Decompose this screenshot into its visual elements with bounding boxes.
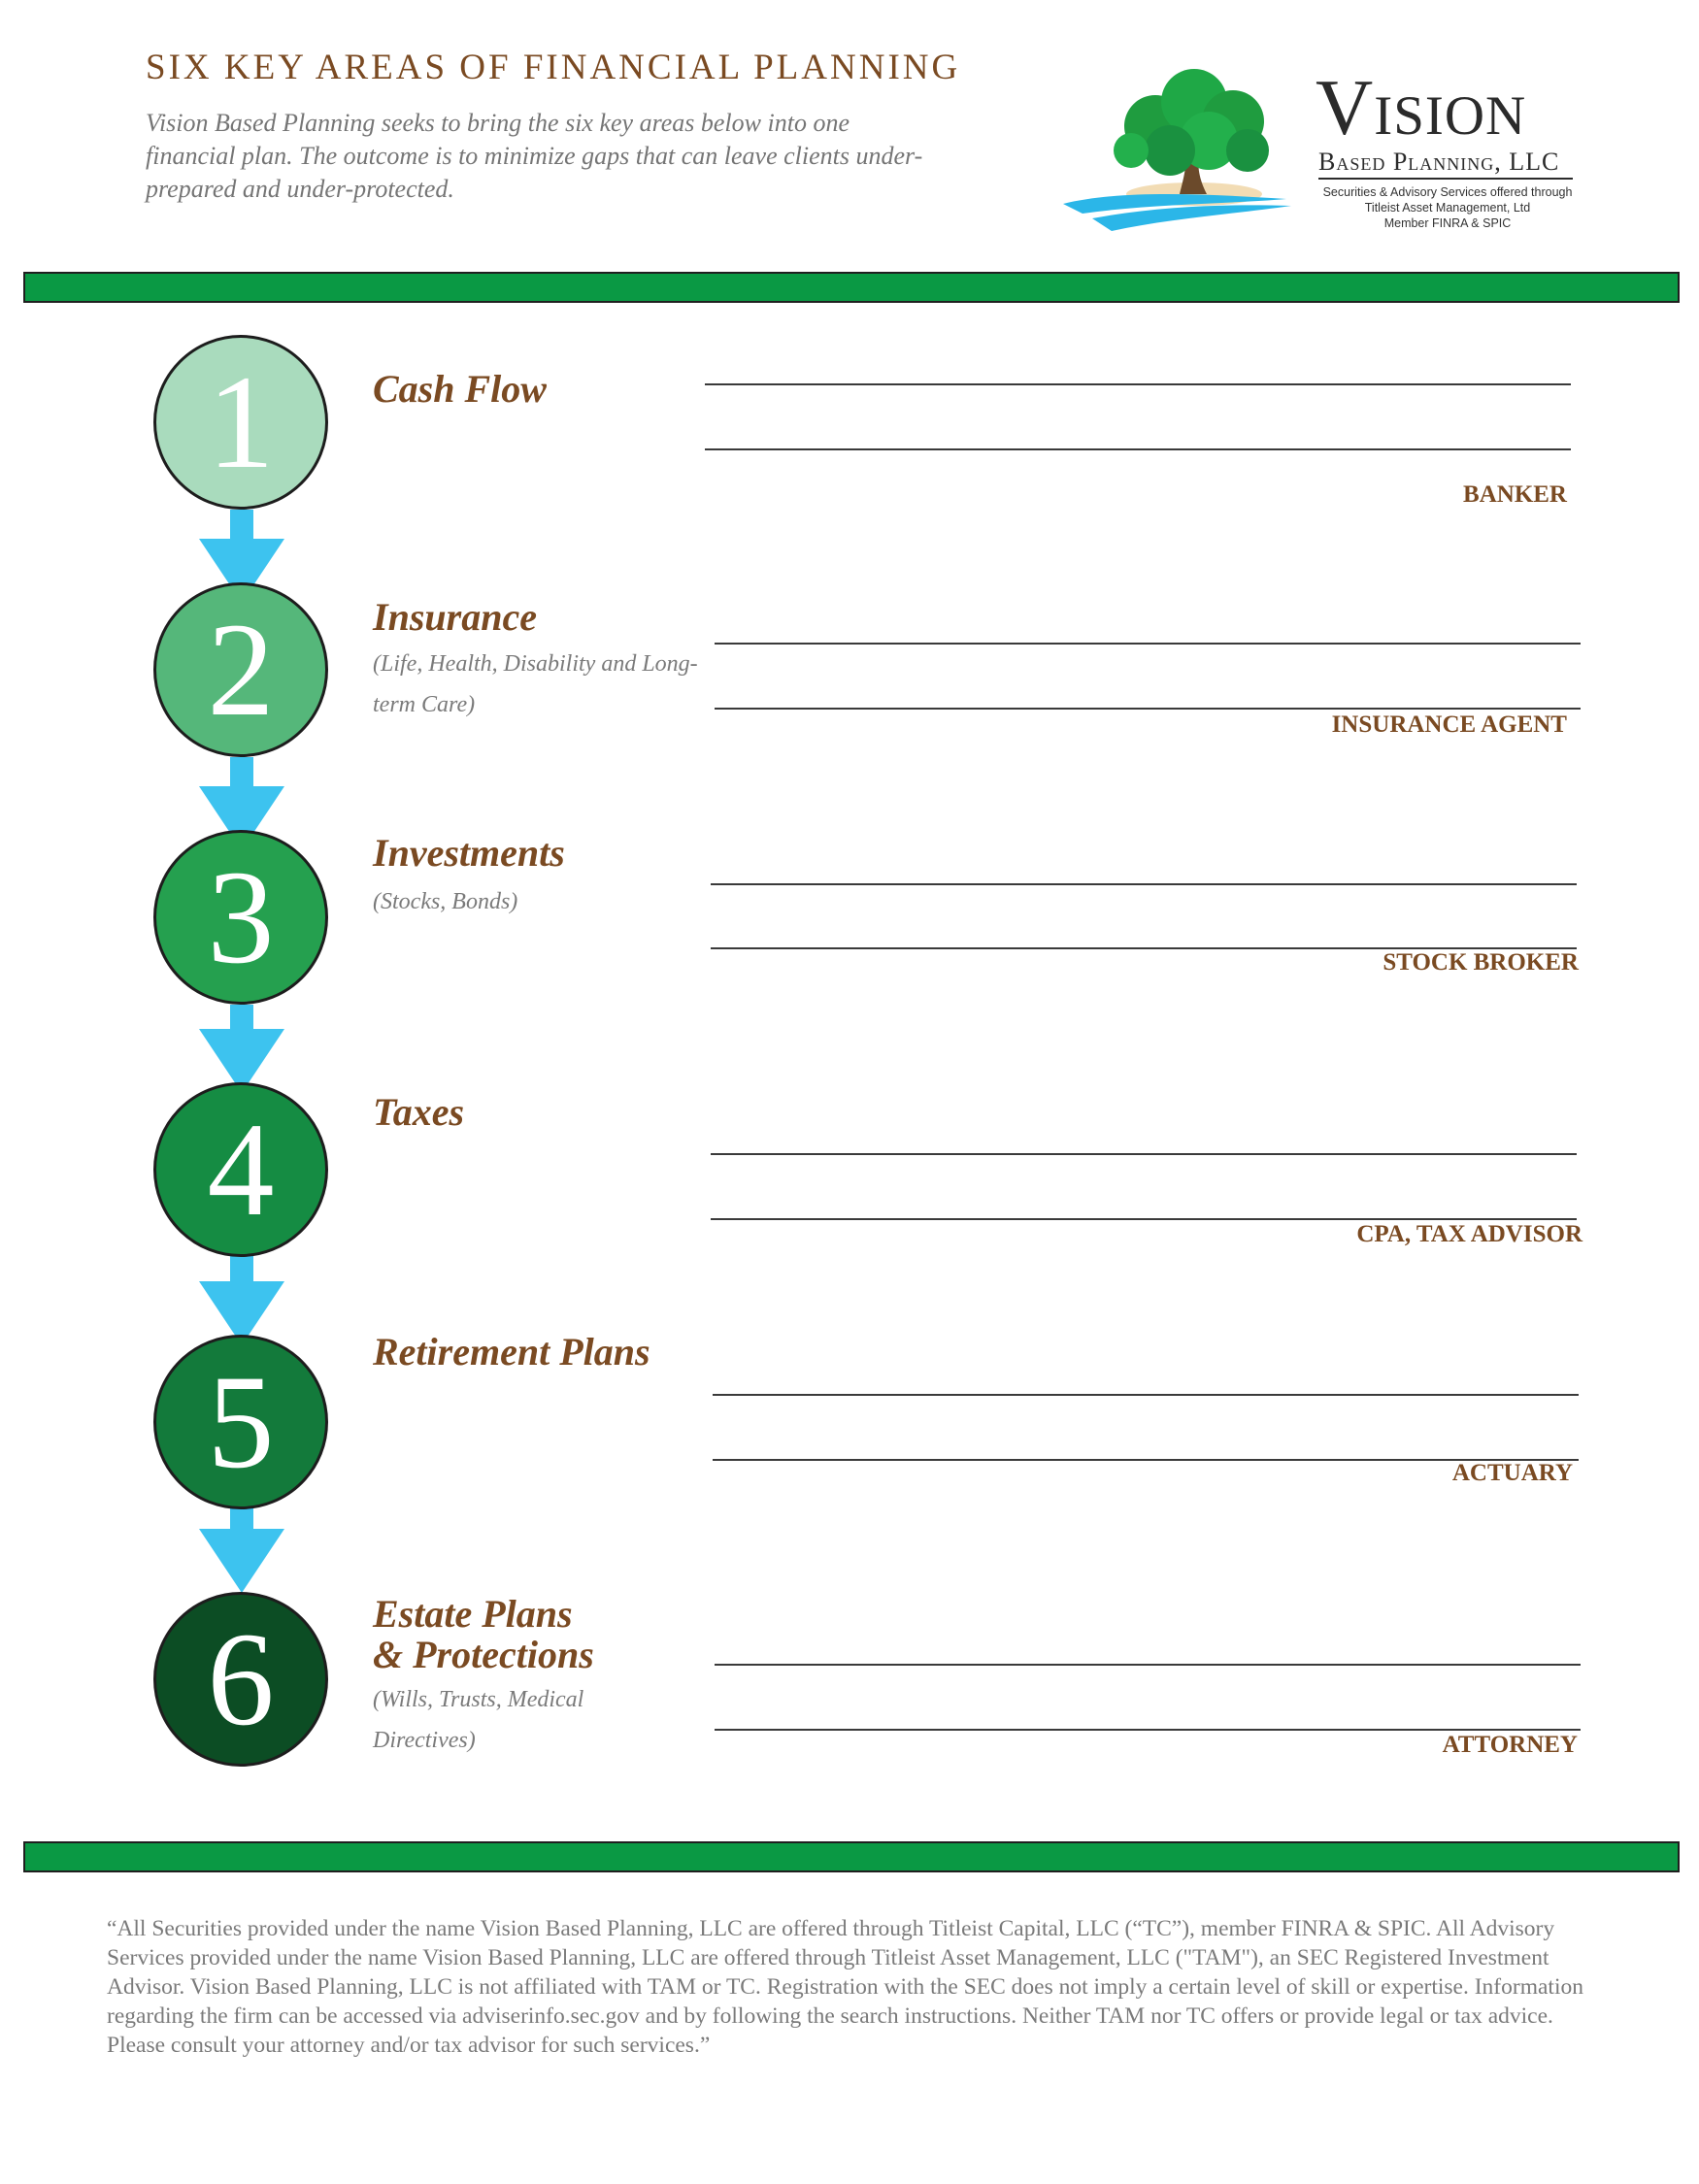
step-title-cash-flow: Cash Flow [373, 367, 547, 411]
write-line [705, 448, 1571, 450]
top-green-band [23, 272, 1680, 303]
step-circle-2: 2 [153, 582, 328, 757]
step-subtitle-investments: (Stocks, Bonds) [373, 889, 518, 914]
step-title-investments: Investments [373, 831, 565, 875]
write-line [711, 1218, 1577, 1220]
logo-wordmark: Vision [1316, 63, 1527, 151]
logo-subtitle: Based Planning, LLC [1318, 148, 1560, 176]
step-circle-1: 1 [153, 335, 328, 510]
role-label-cpa-tax-advisor: CPA, TAX ADVISOR [1356, 1221, 1582, 1247]
write-line [711, 1153, 1577, 1155]
write-line [715, 708, 1581, 710]
intro-text: Vision Based Planning seeks to bring the six key areas below into one financial plan. The outcome is to minimize gaps that can leave clients under-prepared and under-protected. [146, 109, 923, 203]
role-label-actuary: ACTUARY [1451, 1460, 1573, 1486]
step-title-retirement-plans: Retirement Plans [373, 1330, 650, 1373]
write-line [713, 1394, 1579, 1396]
tree-logo-icon [1063, 58, 1316, 243]
step-subtitle-estate-plans: (Wills, Trusts, Medical Directives) [373, 1687, 584, 1753]
step-circle-6: 6 [153, 1592, 328, 1767]
step-title-insurance: Insurance [373, 595, 537, 639]
write-line [705, 383, 1571, 385]
role-label-attorney: ATTORNEY [1442, 1732, 1578, 1758]
step-title-taxes: Taxes [373, 1090, 465, 1134]
step-title-estate-plans: Estate Plans & Protections [373, 1592, 594, 1676]
role-label-insurance-agent: INSURANCE AGENT [1331, 711, 1567, 738]
role-label-stock-broker: STOCK BROKER [1383, 949, 1579, 976]
step-circle-4: 4 [153, 1082, 328, 1257]
write-line [715, 1729, 1581, 1731]
step-subtitle-insurance: (Life, Health, Disability and Long-term Care) [373, 651, 698, 717]
write-line [715, 1664, 1581, 1666]
step-circle-5: 5 [153, 1335, 328, 1509]
write-line [711, 883, 1577, 885]
role-label-banker: BANKER [1463, 481, 1567, 508]
page-title: SIX KEY AREAS OF FINANCIAL PLANNING [146, 48, 961, 87]
logo-divider [1318, 178, 1573, 180]
step-circle-3: 3 [153, 830, 328, 1005]
write-line [713, 1459, 1579, 1461]
arrow-down-icon [199, 1529, 284, 1593]
legal-disclaimer: “All Securities provided under the name Vision Based Planning, LLC are offered through Titleist Capital, LLC (“TC”), member FINRA & SPIC. All Advisory Services provided under the name Vision Based Planning, LLC are offered through Titleist Asset Management, LLC ("TAM"), an SEC Registered Investment Advisor. Vision Based Planning, LLC is not affiliated with TAM or TC. Registration with the SEC does not imply a certain level of skill or expertise. Information regarding the firm can be accessed via adviserinfo.sec.gov and by following the search instructions. Neither TAM nor TC offers or provide legal or tax advice. Please consult your attorney and/or tax advisor for such services.” [107, 1916, 1583, 2058]
write-line [715, 643, 1581, 645]
bottom-green-band [23, 1841, 1680, 1872]
logo-disclosure: Securities & Advisory Services offered through Titleist Asset Management, Ltd Member FINRA & SPIC [1322, 185, 1573, 230]
